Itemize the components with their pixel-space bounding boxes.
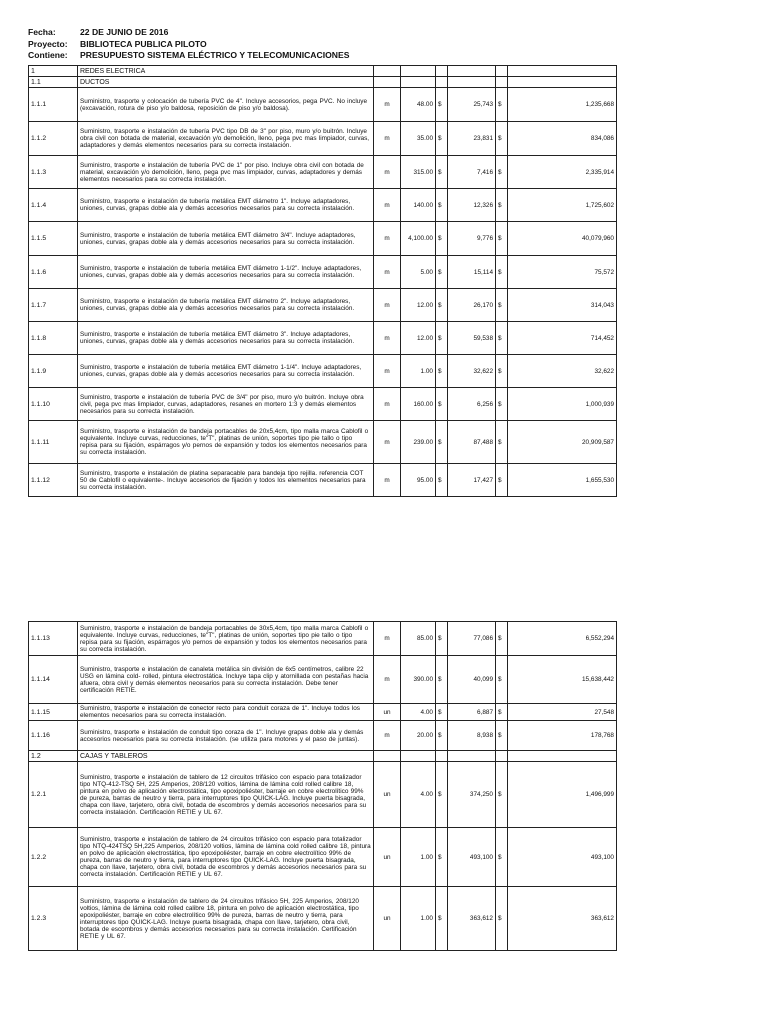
- item-description: Suministro, trasporte e instalación de bandeja portacables de 30x5,4cm, tipo malla marca Cablofil o equivalente. Incluye curvas, reducciones, te"T", platinas de unión, soportes tipo pie tallo o tipo repisa para su fijación, espárragos y/o pernos de expansión y todos los elementos necesarios para su correcta instalación.: [78, 622, 374, 656]
- total-currency: $: [496, 828, 508, 887]
- item-unit: m: [374, 122, 401, 156]
- item-description: Suministro, trasporte e instalación de tubería metálica EMT diámetro 2". Incluye adaptadores, uniones, curvas, grapas doble ala y demás accesorios necesarios para su correcta instalación.: [78, 289, 374, 322]
- item-description: Suministro, trasporte e instalación de tubería metálica EMT diámetro 3/4". Incluye adaptadores, uniones, curvas, grapas doble ala y demás accesorios necesarios para su correcta instalación.: [78, 222, 374, 256]
- document-header: [28, 27, 349, 62]
- total-currency: $: [496, 421, 508, 464]
- currency-cell: [436, 66, 448, 77]
- contiene-value: PRESUPUESTO SISTEMA ELÉCTRICO Y TELECOMUNICACIONES: [80, 50, 350, 60]
- budget-table-lower: [28, 621, 617, 951]
- item-total: 6,552,294: [508, 622, 617, 656]
- item-unit: m: [374, 189, 401, 222]
- item-total: 1,000,939: [508, 388, 617, 421]
- item-quantity: 4.00: [401, 704, 436, 721]
- item-quantity: 48.00: [401, 88, 436, 122]
- item-total: 32,622: [508, 355, 617, 388]
- item-unit: m: [374, 222, 401, 256]
- section-title: CAJAS Y TABLEROS: [78, 751, 374, 762]
- item-row: [29, 622, 617, 656]
- item-code: 1.1.9: [29, 355, 78, 388]
- item-code: 1.1.5: [29, 222, 78, 256]
- item-code: 1.2.1: [29, 762, 78, 828]
- item-description: Suministro, trasporte y colocación de tubería PVC de 4". Incluye accesorios, pega PVC. No incluye (excavación, rotura de piso y/o baldosa, reposición de piso y/o baldosa).: [78, 88, 374, 122]
- item-description: Suministro, trasporte e instalación de tubería metálica EMT diámetro 1". Incluye adaptadores, uniones, curvas, grapas doble ala y demás accesorios necesarios para su correcta instalación.: [78, 189, 374, 222]
- item-quantity: 35.00: [401, 122, 436, 156]
- fecha-value: 22 DE JUNIO DE 2016: [80, 27, 169, 37]
- budget-table-upper: [28, 65, 617, 497]
- price-currency: $: [436, 464, 448, 497]
- item-unit: un: [374, 704, 401, 721]
- item-quantity: 12.00: [401, 289, 436, 322]
- total-currency: $: [496, 656, 508, 704]
- item-description: Suministro, trasporte e instalación de conector recto para conduit coraza de 1". Incluye todos los elementos necesarios para su correcta instalación.: [78, 704, 374, 721]
- item-total: 493,100: [508, 828, 617, 887]
- total-currency: $: [496, 322, 508, 355]
- item-total: 178,768: [508, 721, 617, 751]
- item-quantity: 5.00: [401, 256, 436, 289]
- price-currency: $: [436, 421, 448, 464]
- item-total: 1,235,668: [508, 88, 617, 122]
- price-cell: [448, 66, 496, 77]
- price-currency: $: [436, 887, 448, 951]
- price-currency: $: [436, 388, 448, 421]
- item-row: [29, 122, 617, 156]
- item-quantity: 315.00: [401, 156, 436, 189]
- item-quantity: 1.00: [401, 828, 436, 887]
- price-currency: $: [436, 622, 448, 656]
- item-code: 1.1.10: [29, 388, 78, 421]
- item-quantity: 85.00: [401, 622, 436, 656]
- section-code: 1: [29, 66, 78, 77]
- currency-cell: [496, 66, 508, 77]
- item-code: 1.1.8: [29, 322, 78, 355]
- item-unit: m: [374, 421, 401, 464]
- item-quantity: 239.00: [401, 421, 436, 464]
- unit-price: 17,427: [448, 464, 496, 497]
- price-currency: $: [436, 704, 448, 721]
- qty-cell: [401, 77, 436, 88]
- item-code: 1.1.6: [29, 256, 78, 289]
- price-cell: [448, 751, 496, 762]
- item-code: 1.1.4: [29, 189, 78, 222]
- item-row: [29, 721, 617, 751]
- unit-price: 26,170: [448, 289, 496, 322]
- item-total: 1,496,999: [508, 762, 617, 828]
- unit-price: 23,831: [448, 122, 496, 156]
- unit-price: 9,776: [448, 222, 496, 256]
- item-description: Suministro, trasporte e instalación de tubería metálica EMT diámetro 1-1/4". Incluye adaptadores, uniones, curvas, grapas doble ala y demás accesorios necesarios para su correcta instalación.: [78, 355, 374, 388]
- price-currency: $: [436, 322, 448, 355]
- item-description: Suministro, trasporte e instalación de bandeja portacables de 20x5,4cm, tipo malla marca Cablofil o equivalente. Incluye curvas, reducciones, te"T", platinas de unión, soportes tipo pie tallo o tipo repisa para su fijación, espárragos y/o pernos de expansión y todos los elementos necesarios para su correcta instalación.: [78, 421, 374, 464]
- item-code: 1.2.2: [29, 828, 78, 887]
- item-row: [29, 656, 617, 704]
- unit-price: 87,488: [448, 421, 496, 464]
- item-row: [29, 88, 617, 122]
- item-total: 834,086: [508, 122, 617, 156]
- item-quantity: 12.00: [401, 322, 436, 355]
- item-unit: m: [374, 388, 401, 421]
- price-currency: $: [436, 355, 448, 388]
- price-currency: $: [436, 762, 448, 828]
- total-currency: $: [496, 355, 508, 388]
- section-code: 1.2: [29, 751, 78, 762]
- item-row: [29, 828, 617, 887]
- item-row: [29, 355, 617, 388]
- item-description: Suministro, trasporte e instalación de tubería PVC de 3/4" por piso, muro y/o buitrón. Incluye obra civil, pega pvc mas limpiador, curvas, adaptadores, resanes en mortero 1:3 y demás elementos necesarios para su correcta instalación.: [78, 388, 374, 421]
- price-currency: $: [436, 156, 448, 189]
- item-total: 40,079,960: [508, 222, 617, 256]
- item-row: [29, 322, 617, 355]
- item-quantity: 390.00: [401, 656, 436, 704]
- section-row: [29, 751, 617, 762]
- total-currency: $: [496, 762, 508, 828]
- item-unit: m: [374, 322, 401, 355]
- item-quantity: 20.00: [401, 721, 436, 751]
- price-cell: [448, 77, 496, 88]
- item-quantity: 1.00: [401, 355, 436, 388]
- item-row: [29, 464, 617, 497]
- item-row: [29, 222, 617, 256]
- item-quantity: 1.00: [401, 887, 436, 951]
- item-total: 1,655,530: [508, 464, 617, 497]
- item-row: [29, 887, 617, 951]
- price-currency: $: [436, 828, 448, 887]
- fecha-label: Fecha:: [28, 27, 56, 37]
- item-unit: un: [374, 762, 401, 828]
- item-quantity: 140.00: [401, 189, 436, 222]
- price-currency: $: [436, 256, 448, 289]
- contiene-label: Contiene:: [28, 50, 68, 60]
- item-code: 1.1.1: [29, 88, 78, 122]
- item-row: [29, 762, 617, 828]
- price-currency: $: [436, 656, 448, 704]
- section-row: [29, 77, 617, 88]
- unit-price: 59,538: [448, 322, 496, 355]
- unit-price: 363,612: [448, 887, 496, 951]
- item-unit: m: [374, 289, 401, 322]
- item-code: 1.1.7: [29, 289, 78, 322]
- section-row: [29, 66, 617, 77]
- item-total: 363,612: [508, 887, 617, 951]
- unit-price: 15,114: [448, 256, 496, 289]
- proyecto-label: Proyecto:: [28, 38, 68, 49]
- item-row: [29, 388, 617, 421]
- fecha-row: [28, 27, 349, 39]
- total-cell: [508, 751, 617, 762]
- total-currency: $: [496, 721, 508, 751]
- item-code: 1.2.3: [29, 887, 78, 951]
- item-quantity: 4.00: [401, 762, 436, 828]
- item-description: Suministro, trasporte e instalación de tubería metálica EMT diámetro 3". Incluye adaptadores, uniones, curvas, grapas doble ala y demás accesorios necesarios para su correcta instalación.: [78, 322, 374, 355]
- qty-cell: [401, 751, 436, 762]
- item-total: 20,909,587: [508, 421, 617, 464]
- unit-cell: [374, 66, 401, 77]
- item-unit: m: [374, 464, 401, 497]
- total-cell: [508, 66, 617, 77]
- unit-price: 8,938: [448, 721, 496, 751]
- currency-cell: [496, 751, 508, 762]
- price-currency: $: [436, 189, 448, 222]
- currency-cell: [436, 77, 448, 88]
- item-total: 2,335,914: [508, 156, 617, 189]
- item-quantity: 95.00: [401, 464, 436, 497]
- proyecto-value: BIBLIOTECA PUBLICA PILOTO: [80, 38, 207, 49]
- unit-price: 40,099: [448, 656, 496, 704]
- total-currency: $: [496, 887, 508, 951]
- unit-price: 6,256: [448, 388, 496, 421]
- item-row: [29, 256, 617, 289]
- item-description: Suministro, trasporte e instalación de tubería metálica EMT diámetro 1-1/2". Incluye adaptadores, uniones, curvas, grapas doble ala y demás accesorios necesarios para su correcta instalación.: [78, 256, 374, 289]
- price-currency: $: [436, 222, 448, 256]
- item-row: [29, 189, 617, 222]
- item-unit: m: [374, 88, 401, 122]
- total-currency: $: [496, 289, 508, 322]
- item-code: 1.1.15: [29, 704, 78, 721]
- proyecto-row: [28, 39, 349, 51]
- item-row: [29, 289, 617, 322]
- item-quantity: 4,100.00: [401, 222, 436, 256]
- item-total: 15,638,442: [508, 656, 617, 704]
- unit-price: 12,326: [448, 189, 496, 222]
- item-code: 1.1.11: [29, 421, 78, 464]
- total-currency: $: [496, 388, 508, 421]
- currency-cell: [496, 77, 508, 88]
- total-currency: $: [496, 704, 508, 721]
- price-currency: $: [436, 88, 448, 122]
- total-currency: $: [496, 156, 508, 189]
- price-currency: $: [436, 122, 448, 156]
- item-total: 1,725,602: [508, 189, 617, 222]
- item-unit: m: [374, 156, 401, 189]
- total-currency: $: [496, 88, 508, 122]
- item-total: 27,548: [508, 704, 617, 721]
- unit-price: 6,887: [448, 704, 496, 721]
- item-description: Suministro, trasporte e instalación de tubería PVC tipo DB de 3" por piso, muro y/o buitrón. Incluye obra civil con botada de material, excavación y/o demolición, lleno, pega pvc mas limpiador, curvas, adaptadores y demás elementos necesarios para su correcta instalación.: [78, 122, 374, 156]
- section-title: REDES ELECTRICA: [78, 66, 374, 77]
- item-code: 1.1.2: [29, 122, 78, 156]
- item-unit: m: [374, 355, 401, 388]
- item-unit: m: [374, 656, 401, 704]
- unit-cell: [374, 77, 401, 88]
- price-currency: $: [436, 289, 448, 322]
- total-currency: $: [496, 189, 508, 222]
- item-code: 1.1.14: [29, 656, 78, 704]
- item-row: [29, 704, 617, 721]
- price-currency: $: [436, 721, 448, 751]
- item-unit: m: [374, 622, 401, 656]
- total-currency: $: [496, 256, 508, 289]
- currency-cell: [436, 751, 448, 762]
- qty-cell: [401, 66, 436, 77]
- item-unit: m: [374, 721, 401, 751]
- item-code: 1.1.13: [29, 622, 78, 656]
- unit-cell: [374, 751, 401, 762]
- unit-price: 374,250: [448, 762, 496, 828]
- item-description: Suministro, trasporte e instalación de tablero de 24 circuitos trifásico 5H, 225 Amperios, 208/120 voltios, lámina de lámina cold rolled calibre 18, pintura en polvo de aplicación electrostática, tipo epoxipoliéster, barraje en cobre electrolítico 99% de pureza, barras de neutro y tierra, para interruptores tipo QUICK-LAG. Incluye puerta bisagrada, chapa con llave, tarjetero, obra civil, botada de escombros y demás accesorios necesarios para su correcta instalación. Certificación RETIE y UL 67.: [78, 887, 374, 951]
- item-total: 714,452: [508, 322, 617, 355]
- total-cell: [508, 77, 617, 88]
- item-quantity: 160.00: [401, 388, 436, 421]
- item-unit: m: [374, 256, 401, 289]
- item-description: Suministro, trasporte e instalación de conduit tipo coraza de 1". Incluye grapas doble ala y demás accesorios necesarios para su correcta instalación. (se utiliza para motores y el paso de juntas).: [78, 721, 374, 751]
- total-currency: $: [496, 464, 508, 497]
- unit-price: 77,086: [448, 622, 496, 656]
- contiene-row: [28, 50, 349, 62]
- unit-price: 7,416: [448, 156, 496, 189]
- item-description: Suministro, trasporte e instalación de tubería PVC de 1" por piso. Incluye obra civil con botada de material, excavación y/o demolición, lleno, pega pvc mas limpiador, curvas, adaptadores y demás elementos necesarios para su correcta instalación.: [78, 156, 374, 189]
- section-title: DUCTOS: [78, 77, 374, 88]
- section-code: 1.1: [29, 77, 78, 88]
- item-description: Suministro, trasporte e instalación de tablero de 12 circuitos trifásico con espacio para totalizador tipo NTQ-412-TSQ 5H, 225 Amperios, 208/120 voltios, lámina de lámina cold rolled calibre 18, pintura en polvo de aplicación electrostática, tipo epoxipoliéster, barraje en cobre electrolítico 99% de pureza, barras de neutro y tierra, para interruptores tipo QUICK-LAG. Incluye puerta bisagrada, chapa con llave, tarjetero, obra civil, botada de escombros y demás accesorios necesarios para su correcta instalación. Certificación RETIE y UL 67.: [78, 762, 374, 828]
- item-description: Suministro, trasporte e instalación de platina separacable para bandeja tipo rejilla. referencia COT 50 de Cablofil o equivalente-. Incluye accesorios de fijación y todos los elementos necesarios para su correcta instalación.: [78, 464, 374, 497]
- unit-price: 25,743: [448, 88, 496, 122]
- total-currency: $: [496, 222, 508, 256]
- item-unit: un: [374, 887, 401, 951]
- item-total: 75,572: [508, 256, 617, 289]
- unit-price: 493,100: [448, 828, 496, 887]
- item-total: 314,043: [508, 289, 617, 322]
- item-code: 1.1.12: [29, 464, 78, 497]
- item-description: Suministro, trasporte e instalación de canaleta metálica sin división de 6x5 centímetros, calibre 22 USG en lámina cold- rolled, pintura electrostática. Incluye tapa clip y atornillada con pestañas hacia afuera, obra civil y demás elementos necesarios para su correcta instalación. Debe tener certificación RETIE.: [78, 656, 374, 704]
- total-currency: $: [496, 622, 508, 656]
- item-description: Suministro, trasporte e instalación de tablero de 24 circuitos trifásico con espacio para totalizador tipo NTQ-424TSQ 5H,225 Amperios, 208/120 voltios, lámina de lámina cold rolled calibre 18, pintura en polvo de aplicación electrostática, tipo epoxipoliéster, barraje en cobre electrolítico 99% de pureza, barras de neutro y tierra, para interruptores tipo QUICK-LAG. Incluye puerta bisagrada, chapa con llave, tarjetero, obra civil, botada de escombros y demás accesorios necesarios para su correcta instalación. Certificación RETIE y UL 67.: [78, 828, 374, 887]
- item-row: [29, 421, 617, 464]
- item-code: 1.1.16: [29, 721, 78, 751]
- total-currency: $: [496, 122, 508, 156]
- unit-price: 32,622: [448, 355, 496, 388]
- item-row: [29, 156, 617, 189]
- item-code: 1.1.3: [29, 156, 78, 189]
- item-unit: un: [374, 828, 401, 887]
